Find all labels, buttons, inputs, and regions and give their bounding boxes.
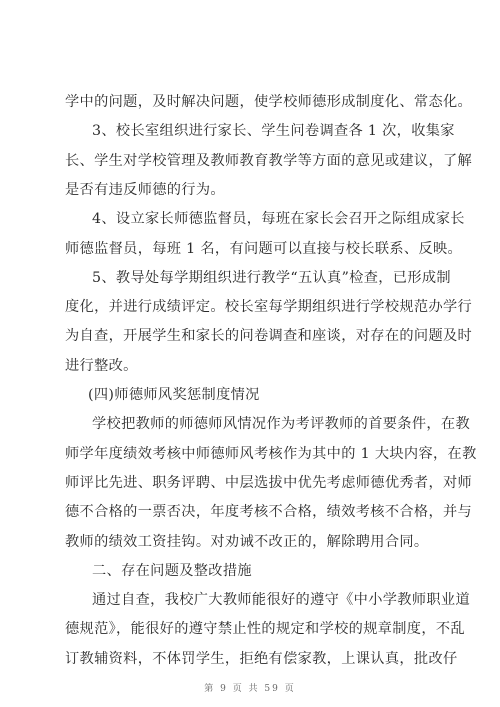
- text-line: [0, 207, 500, 231]
- text-line: [0, 354, 500, 378]
- line-text: 教师的绩效工资挂钩。对劝诫不改正的，解除聘用合同。: [65, 533, 429, 550]
- line-text: 师德监督员，每班 1 名，有问题可以直接与校长联系、反映。: [65, 240, 463, 257]
- line-text: 4、设立家长师德监督员，每班在家长会召开之际组成家长: [92, 211, 465, 228]
- line-text: 是否有违反师德的行为。: [65, 181, 225, 198]
- text-line: [0, 90, 500, 114]
- line-text: 订教辅资料，不体罚学生，拒绝有偿家教，上课认真，批改仔: [65, 650, 458, 667]
- line-text: 师评比先进、职务评聘、中层选拔中优先考虑师德优秀者，对师: [65, 474, 473, 491]
- line-text: 师学年度绩效考核中师德师风考核作为其中的 1 大块内容，在教: [65, 445, 477, 462]
- line-text: 长、学生对学校管理及教师教育教学等方面的意见或建议，了解: [65, 152, 473, 169]
- section-heading: [0, 559, 500, 583]
- text-line: [0, 530, 500, 554]
- line-text: 德规范》，能很好的遵守禁止性的规定和学校的规章制度，不乱: [65, 621, 465, 638]
- text-line: [0, 647, 500, 671]
- text-line: [0, 471, 500, 495]
- text-line: [0, 119, 500, 143]
- text-line: [0, 500, 500, 524]
- text-line: [0, 237, 500, 261]
- text-line: [0, 178, 500, 202]
- line-text: 通过自查，我校广大教师能很好的遵守《中小学教师职业道: [92, 592, 470, 609]
- line-text: 3、校长室组织进行家长、学生问卷调查各 1 次，收集家: [92, 123, 455, 140]
- text-line: [0, 149, 500, 173]
- text-line: [0, 442, 500, 466]
- text-line: [0, 412, 500, 436]
- text-line: [0, 324, 500, 348]
- heading-text: 二、存在问题及整改措施: [92, 562, 252, 579]
- line-text: 5、教导处每学期组织进行教学“五认真”检查，已形成制: [92, 269, 451, 286]
- line-text: 学中的问题，及时解决问题，使学校师德形成制度化、常态化。: [65, 94, 473, 110]
- heading-text: (四)师德师风奖惩制度情况: [88, 387, 260, 403]
- line-text: 德不合格的一票否决，年度考核不合格，绩效考核不合格，并与: [65, 504, 473, 521]
- line-text: 进行整改。: [65, 357, 138, 374]
- line-text: 为自查，开展学生和家长的问卷调查和座谈，对存在的问题及时: [65, 328, 473, 345]
- page-footer: 第 9 页 共 59 页: [204, 684, 296, 694]
- text-line: [0, 588, 500, 612]
- text-line: [0, 617, 500, 641]
- text-line: [0, 295, 500, 319]
- line-text: 度化，并进行成绩评定。校长室每学期组织进行学校规范办学行: [65, 299, 473, 316]
- line-text: 学校把教师的师德师风情况作为考评教师的首要条件，在教: [92, 416, 470, 433]
- text-line: [0, 266, 500, 290]
- section-heading: [0, 383, 500, 407]
